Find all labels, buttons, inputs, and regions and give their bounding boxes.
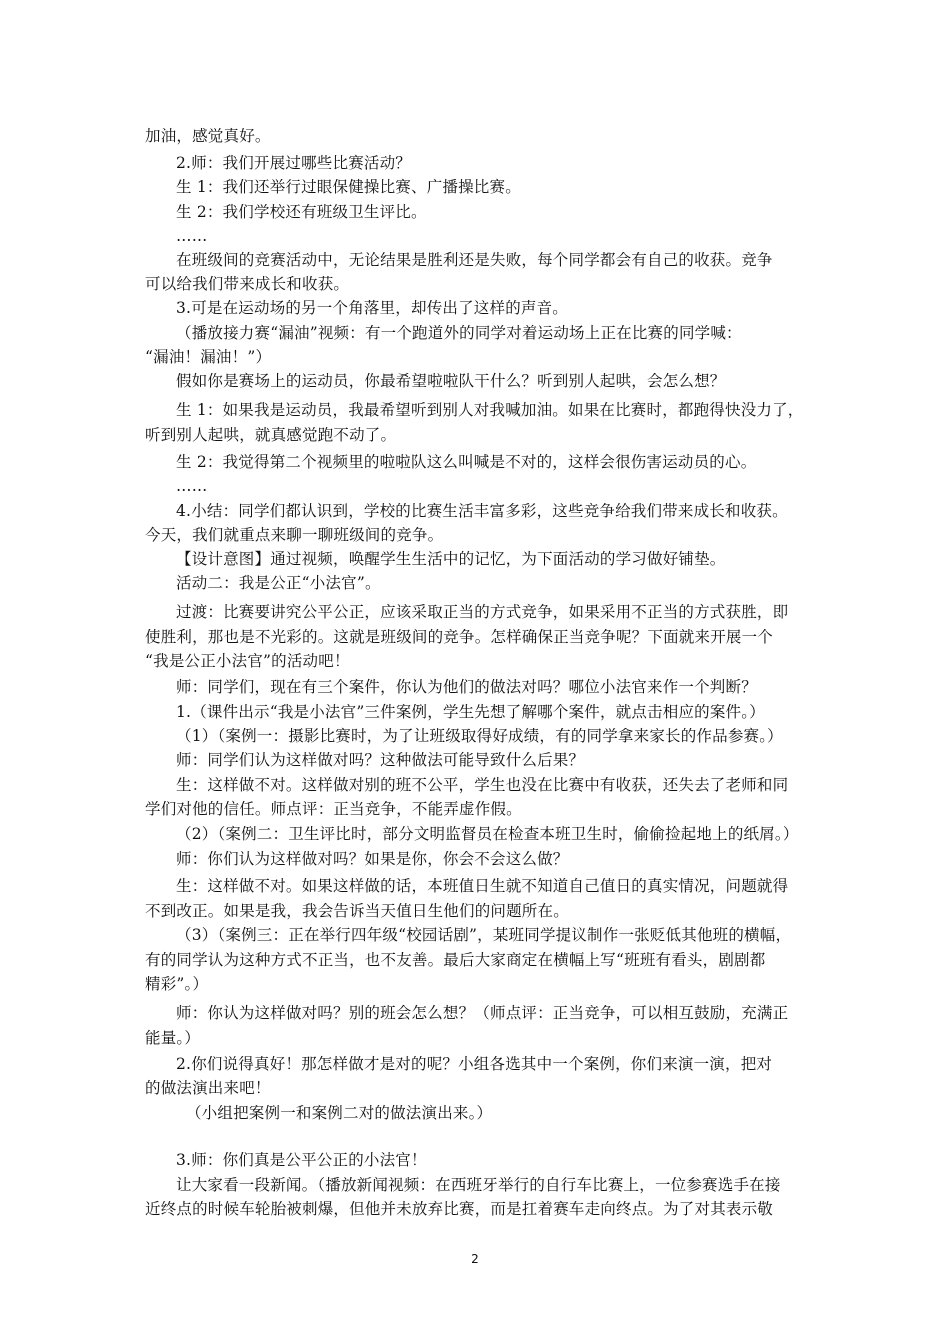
text-line: 假如你是赛场上的运动员，你最希望啦啦队干什么？听到别人起哄，会怎么想？ <box>176 372 726 390</box>
text-line: 生 2：我觉得第二个视频里的啦啦队这么叫喊是不对的，这样会很伤害运动员的心。 <box>176 453 757 471</box>
text-line: （2）（案例二：卫生评比时，部分文明监督员在检查本班卫生时，偷偷捡起地上的纸屑。） <box>176 825 799 843</box>
text-line: “我是公正小法官”的活动吧！ <box>145 652 350 670</box>
text-line: 让大家看一段新闻。（播放新闻视频：在西班牙举行的自行车比赛上，一位参赛选手在接 <box>176 1176 781 1194</box>
text-line: 加油，感觉真好。 <box>145 127 271 145</box>
text-line: 1.（课件出示“我是小法官”三件案例，学生先想了解哪个案件，就点击相应的案件。） <box>176 703 765 721</box>
text-line: （小组把案例一和案例二对的做法演出来。） <box>186 1104 493 1122</box>
text-line: …… <box>176 477 208 495</box>
text-line: 师：同学们，现在有三个案件，你认为他们的做法对吗？哪位小法官来作一个判断？ <box>176 678 757 696</box>
text-line: 生：这样做不对。这样做对别的班不公平，学生也没在比赛中有收获，还失去了老师和同 <box>176 776 789 794</box>
text-line: 今天，我们就重点来聊一聊班级间的竞争。 <box>145 526 444 544</box>
text-line: “漏油！漏油！”） <box>145 348 272 366</box>
text-line: 2.你们说得真好！那怎样做才是对的呢？小组各选其中一个案例，你们来演一演，把对 <box>176 1055 773 1073</box>
text-line: 师：你认为这样做对吗？别的班会怎么想？（师点评：正当竞争，可以相互鼓励，充满正 <box>176 1004 789 1022</box>
page-number: 2 <box>471 1252 479 1266</box>
text-line: 生：这样做不对。如果这样做的话，本班值日生就不知道自己值日的真实情况，问题就得 <box>176 877 789 895</box>
text-line: 过渡：比赛要讲究公平公正，应该采取正当的方式竞争，如果采用不正当的方式获胜，即 <box>176 603 789 621</box>
text-line: 生 1：如果我是运动员，我最希望听到别人对我喊加油。如果在比赛时，都跑得快没力了， <box>176 401 804 419</box>
text-line: 3.师：你们真是公平公正的小法官！ <box>176 1151 427 1169</box>
text-line: 学们对他的信任。师点评：正当竞争，不能弄虚作假。 <box>145 800 522 818</box>
text-line: 2.师：我们开展过哪些比赛活动？ <box>176 154 411 172</box>
text-line: 3.可是在运动场的另一个角落里，却传出了这样的声音。 <box>176 299 568 317</box>
text-line: 不到改正。如果是我，我会告诉当天值日生他们的问题所在。 <box>145 902 569 920</box>
text-line: 生 1：我们还举行过眼保健操比赛、广播操比赛。 <box>176 178 521 196</box>
text-line: …… <box>176 227 208 245</box>
text-line: 能量。） <box>145 1029 201 1047</box>
text-line: （播放接力赛“漏油”视频：有一个跑道外的同学对着运动场上正在比赛的同学喊： <box>176 324 742 342</box>
text-line: 师：同学们认为这样做对吗？这种做法可能导致什么后果？ <box>176 751 585 769</box>
text-line: 近终点的时候车轮胎被刺爆，但他并未放弃比赛，而是扛着赛车走向终点。为了对其表示敬 <box>145 1200 774 1218</box>
text-line: （1）（案例一：摄影比赛时，为了让班级取得好成绩，有的同学拿来家长的作品参赛。） <box>176 727 783 745</box>
text-line: （3）（案例三：正在举行四年级“校园话剧”，某班同学提议制作一张贬低其他班的横幅， <box>176 926 792 944</box>
text-line: 有的同学认为这种方式不正当，也不友善。最后大家商定在横幅上写“班班有看头，剧剧都 <box>145 951 766 969</box>
text-line: 可以给我们带来成长和收获。 <box>145 275 350 293</box>
text-line: 4.小结：同学们都认识到，学校的比赛生活丰富多彩，这些竞争给我们带来成长和收获。 <box>176 502 788 520</box>
text-line: 精彩”。） <box>145 975 209 993</box>
text-line: 的做法演出来吧！ <box>145 1079 271 1097</box>
text-line: 使胜利，那也是不光彩的。这就是班级间的竞争。怎样确保正当竞争呢？下面就来开展一个 <box>145 628 774 646</box>
text-line: 听到别人起哄，就真感觉跑不动了。 <box>145 426 397 444</box>
text-line: 【设计意图】通过视频，唤醒学生生活中的记忆，为下面活动的学习做好铺垫。 <box>176 550 726 568</box>
text-line: 师：你们认为这样做对吗？如果是你，你会不会这么做？ <box>176 850 569 868</box>
text-line: 在班级间的竞赛活动中，无论结果是胜利还是失败，每个同学都会有自己的收获。竞争 <box>176 251 773 269</box>
text-line: 生 2：我们学校还有班级卫生评比。 <box>176 203 427 221</box>
text-line: 活动二：我是公正“小法官”。 <box>176 574 381 592</box>
